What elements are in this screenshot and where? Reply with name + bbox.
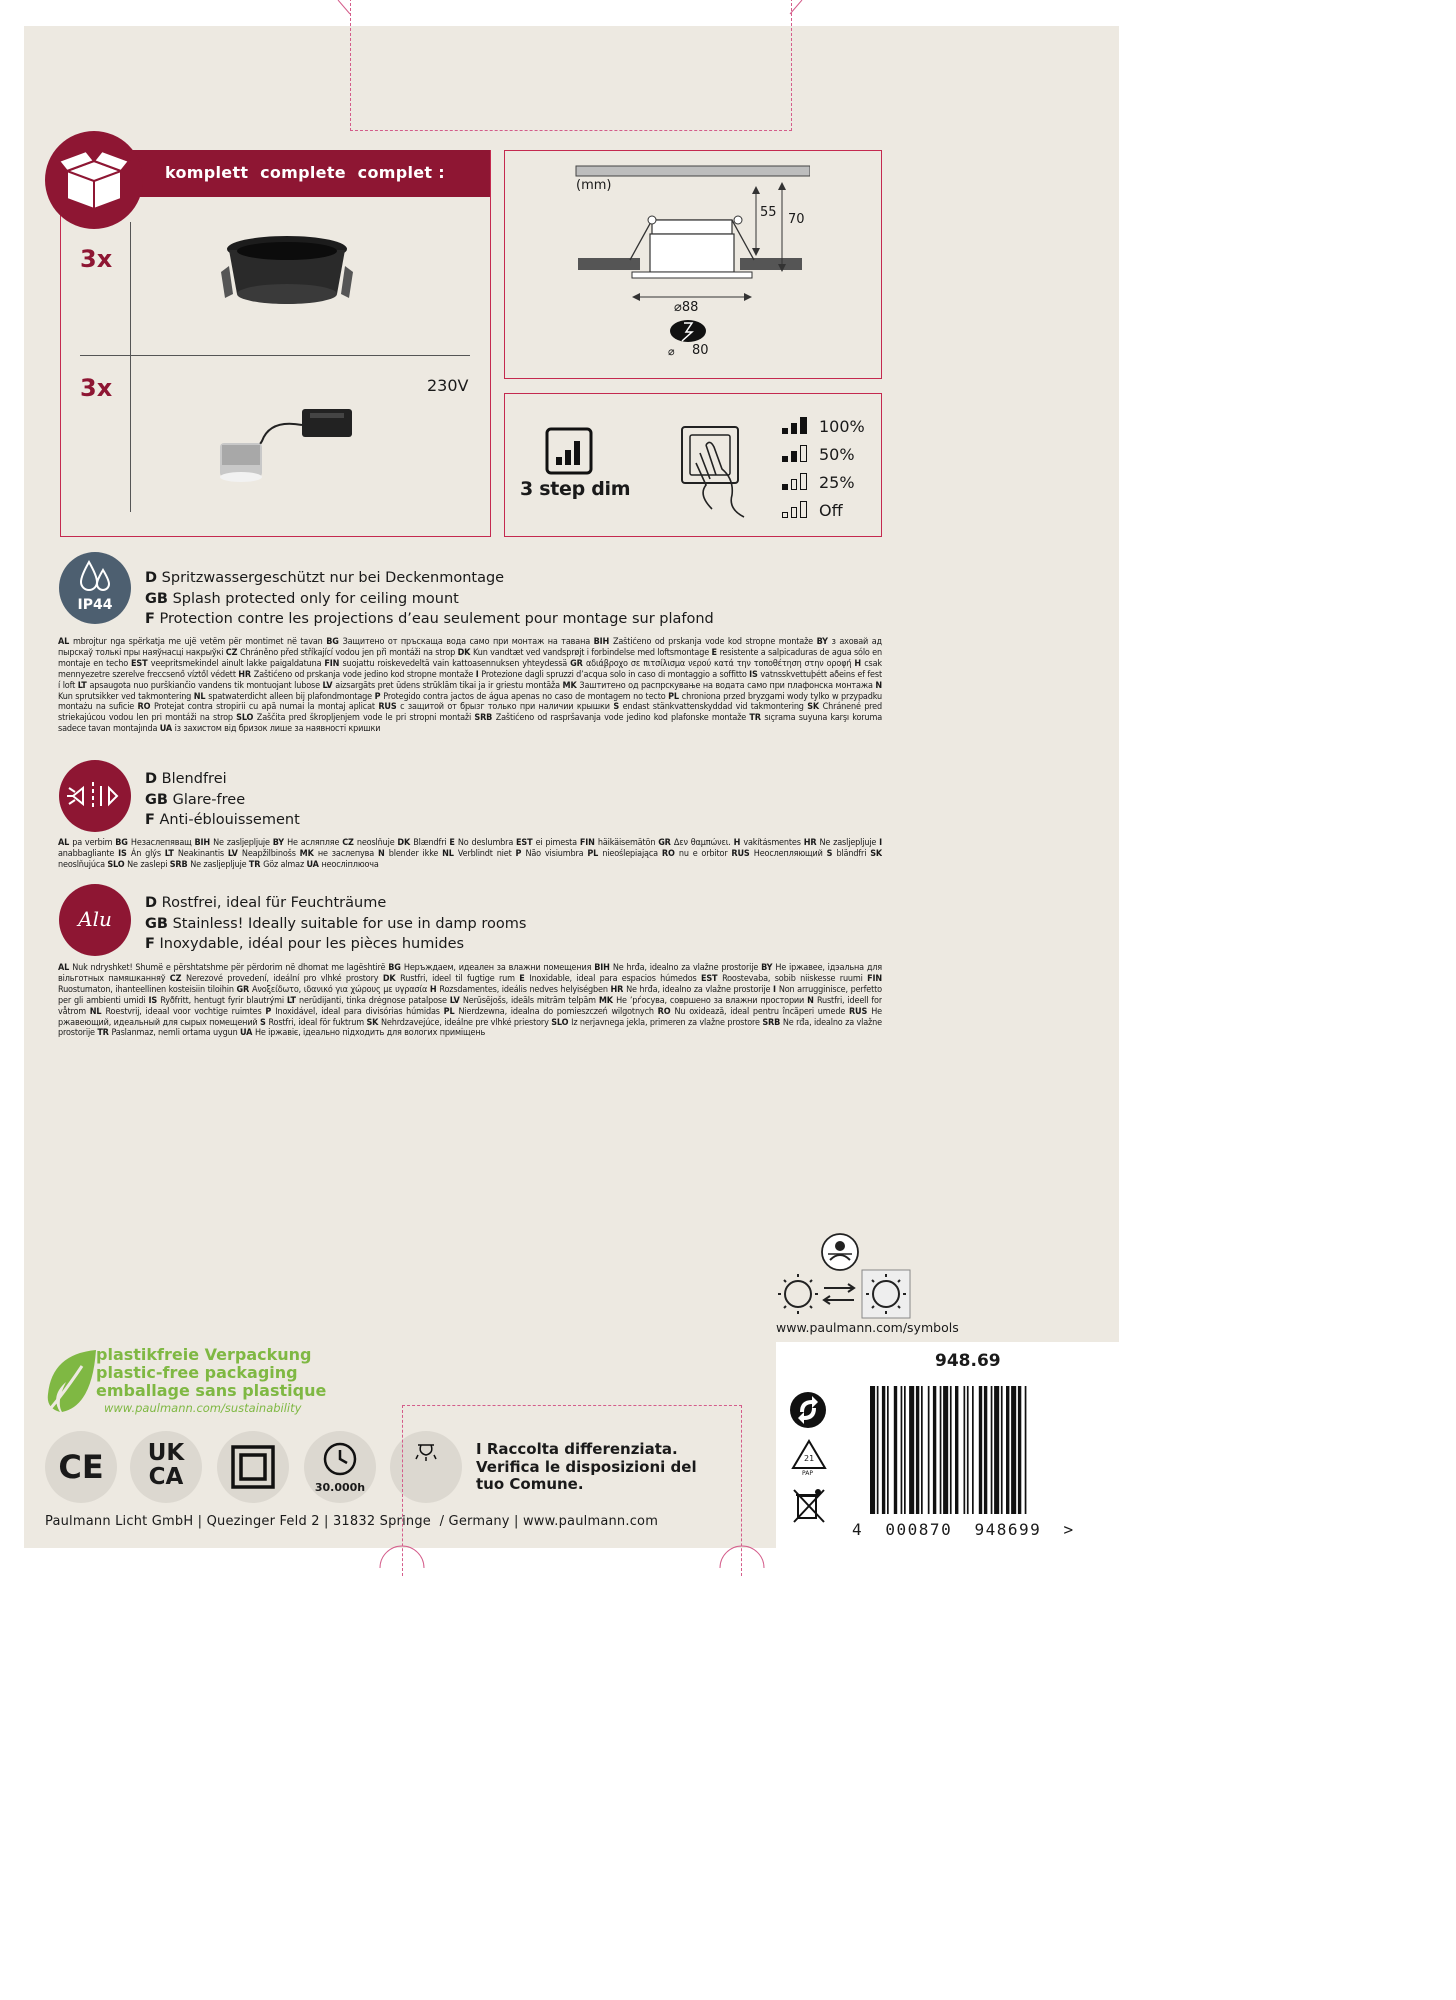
signal-two-bars-icon (781, 444, 813, 464)
language-code: BY (761, 963, 776, 973)
dim-label: 3 step dim (520, 478, 631, 500)
barcode-bar (1011, 1386, 1016, 1514)
translation-text: Blændfri (413, 838, 450, 848)
language-code: FIN (324, 658, 343, 669)
language-code: UA (159, 724, 175, 735)
dieline-top-corners (330, 0, 810, 20)
barcode-bar (894, 1386, 897, 1514)
glare-free-icon (59, 760, 131, 832)
language-code: P (265, 1006, 276, 1017)
language-code: LT (77, 680, 90, 691)
translation-text: Неослепляющий (753, 848, 827, 859)
unit-label: (mm) (576, 178, 612, 193)
barcode-bar (933, 1386, 936, 1514)
language-code: LV (322, 680, 336, 691)
barcode-bar (887, 1386, 889, 1514)
barcode-digits: 4 000870 948699 > (852, 1520, 1075, 1539)
translation-text: Nerūsējošs, ideāls mitrām telpām (462, 995, 599, 1006)
language-code: LT (164, 848, 178, 859)
translation-text: apsaugota nuo purškiančio vandens tik montuojant lubose (89, 680, 323, 691)
language-code: E (519, 973, 530, 984)
translation-text: aizsargāts pret ūdens strūklām tikai ja ir griestu montāža (335, 680, 563, 691)
language-code: RO (657, 1006, 675, 1017)
feature-glare-lines: D Blendfrei GB Glare-free F Anti-éblouissement (145, 771, 300, 828)
translation-text: Незаслепяващ (130, 838, 195, 848)
language-code: IS (118, 848, 131, 859)
language-code: BIH (593, 637, 613, 647)
language-code: MK (598, 995, 617, 1006)
translation-text: veepritsmekindel ainult lakke paigaldatuna (150, 658, 325, 669)
language-code: GR (658, 838, 674, 848)
item2-quantity: 3x (80, 374, 113, 402)
translation-text: nu e orbitor (678, 848, 732, 859)
language-code: S (826, 848, 837, 859)
feature-alu-lines: D Rostfrei, ideal für Feuchträume GB Stainless! Ideally suitable for use in damp rooms F Inoxydable, idéal pour les pièces humides (145, 895, 527, 952)
translation-text: с защитой от брызг только при наличии крышки (400, 702, 614, 713)
translation-text: bländfri (836, 848, 871, 859)
translation-text: neoslňujúca (58, 859, 108, 870)
translation-text: із захистом від бризок лише за наявності кришки (174, 724, 381, 735)
language-code: RUS (731, 848, 754, 859)
language-code: MK (299, 848, 318, 859)
translation-text: blender ikke (388, 848, 443, 859)
language-code: P (374, 691, 384, 702)
translation-text: pa verbim (72, 838, 116, 848)
translation-text: Zaščita pred škropljenjem vode le pri stropni montaži (256, 713, 475, 724)
language-code: AL (58, 838, 73, 848)
language-code: N (807, 995, 817, 1006)
language-code: FIN (867, 973, 882, 984)
translation-text: Ne hrđa, idealno za vlažne prostorije (612, 963, 762, 973)
translation-text: Δεν θαμπώνει. (673, 838, 734, 848)
signal-one-bar-icon (781, 472, 813, 492)
language-code: RO (137, 702, 155, 713)
language-code: BG (388, 963, 404, 973)
translation-text: Ruostumaton, ihanteellinen kosteisiin tiloihin (58, 984, 237, 995)
translation-text: chroniona przed bryzgami wody tylko w przypadku montażu na suficie (58, 691, 882, 713)
translation-text: Ne zasljepljuje (819, 838, 880, 848)
barcode-bar (909, 1386, 914, 1514)
diameter-88: ⌀88 (674, 300, 699, 315)
language-code: TR (97, 1028, 112, 1039)
translation-text: Ne zasljepljuje (190, 859, 249, 870)
language-code: PL (668, 691, 682, 702)
translation-text: Chránené pred striekajúcou vodou len pri montáži na strop (58, 702, 882, 724)
item1-quantity: 3x (80, 245, 113, 273)
language-code: UA (306, 859, 322, 870)
barcode-bar (955, 1386, 958, 1514)
translation-text: Paslanmaz, nemli ortama uygun (111, 1028, 241, 1039)
grid-hline (80, 355, 470, 356)
recycling-text: I Raccolta differenziata. Verifica le disposizioni del tuo Comune. (476, 1440, 697, 1493)
language-code: FIN (579, 838, 598, 848)
ip44-icon: IP44 (59, 552, 131, 624)
barcode-bar (1006, 1386, 1009, 1514)
pap-label: PAP (802, 1470, 813, 1477)
translation-text: nerūdijanti, tinka drėgnose patalpose (299, 995, 450, 1006)
dim-steps-icon (545, 427, 595, 477)
language-code: BY (816, 637, 832, 647)
barcode-bar (1025, 1386, 1027, 1514)
translation-text: Iz nerjavnega jekla, primeren za vlažne prostore (571, 1017, 763, 1028)
language-code: TR (248, 859, 264, 870)
translation-text: Protegido contra jactos de água apenas no caso de montagem no tecto (383, 691, 669, 702)
translation-text: Án glýs (130, 848, 165, 859)
translation-text: resistente a salpicaduras de agua sólo en montaje en techo (58, 647, 882, 669)
translation-text: неосліплюоча (321, 859, 379, 870)
translation-text: Protezione dagli spruzzi d’acqua solo in caso di montaggio a soffitto (481, 669, 750, 680)
grid-vline (130, 222, 131, 512)
lifetime-icon: 30.000h (304, 1431, 376, 1503)
translation-text: Nerezové provedení, ideální pro vlhké prostory (185, 973, 383, 984)
translation-text: Verblindt niet (457, 848, 516, 859)
language-code: PL (587, 848, 603, 859)
barcode-bar (979, 1386, 982, 1514)
recycling-arrows-icon (788, 1390, 828, 1430)
language-code: H (429, 984, 440, 995)
language-code: N (377, 848, 389, 859)
language-code: EST (131, 658, 151, 669)
height-70: 70 (788, 212, 805, 227)
barcode-bar (877, 1386, 879, 1514)
barcode-bar (972, 1386, 974, 1514)
pap-number: 21 (804, 1454, 815, 1463)
crossed-bin-icon (792, 1486, 826, 1526)
translation-text: Не іржавее, ідэальна для вільготных памяшканняў (58, 963, 882, 984)
translations-ip44 (58, 637, 882, 749)
language-code: SRB (762, 1017, 783, 1028)
language-code: SRB (169, 859, 191, 870)
translation-text: Rozsdamentes, ideális nedves helyiségben (439, 984, 611, 995)
translation-text: Rustfri, ideel til fugtige rum (400, 973, 520, 984)
barcode-bar (964, 1386, 966, 1514)
translation-text: Inoxidável, ideal para divisórias húmidas (275, 1006, 444, 1017)
translation-text: neoslňuje (356, 838, 398, 848)
translations-glare (58, 838, 882, 872)
language-code: SK (807, 702, 823, 713)
signal-empty-icon (781, 500, 813, 520)
translation-text: anabbagliante (58, 848, 119, 859)
language-code: DK (397, 838, 414, 848)
class-ii-icon (217, 1431, 289, 1503)
language-code: UA (240, 1028, 255, 1039)
translation-text: mbrojtur nga spërkatja me ujë vetëm për montimet në tavan (72, 637, 327, 647)
translation-text: Inoxidable, ideal para espacios húmedos (529, 973, 701, 984)
symbols-url[interactable]: www.paulmann.com/symbols (776, 1320, 959, 1335)
translation-text: Rustfri, ideell for våtrom (58, 995, 882, 1017)
language-code: NL (193, 691, 209, 702)
barcode-bar (994, 1386, 999, 1514)
barcode-bar (950, 1386, 952, 1514)
language-code: PL (443, 1006, 459, 1017)
box-icon (45, 131, 143, 229)
translation-text: Chráněno před stříkající vodou jen při montáži na strop (239, 647, 458, 658)
language-code: LT (286, 995, 300, 1006)
translation-text: Zaštićeno od prskanja vode kod stropne montaže (612, 637, 817, 647)
translation-text: ei pimesta (535, 838, 580, 848)
voltage-label: 230V (427, 376, 469, 395)
barcode-bar (940, 1386, 942, 1514)
language-code: I (879, 838, 882, 848)
translation-text: vatnsskvettuþétt aðeins ef fest í loft (58, 669, 882, 691)
translation-text: Kun sprutsikker ved takmontering (58, 691, 194, 702)
language-code: SRB (474, 713, 496, 724)
language-code: H (733, 838, 744, 848)
barcode-bar (916, 1386, 919, 1514)
leaf-icon (42, 1346, 100, 1418)
translation-text: Roostevaba, sobib niiskesse ruumi (722, 973, 868, 984)
language-code: SLO (551, 1017, 572, 1028)
translation-text: Neakinantis (177, 848, 228, 859)
translation-text: Rostfri, ideal för fuktrum (268, 1017, 367, 1028)
translation-text: Göz almaz (263, 859, 307, 870)
article-number: 948.69 (935, 1351, 1001, 1371)
language-code: AL (58, 637, 73, 647)
language-code: MK (562, 680, 580, 691)
barcode-bar (870, 1386, 875, 1514)
language-code: GR (236, 984, 252, 995)
translation-text: не заслепува (317, 848, 378, 859)
ukca-mark-icon: UK CA (130, 1431, 202, 1503)
signal-full-icon (781, 416, 813, 436)
language-code: S (260, 1017, 269, 1028)
language-code: S (613, 702, 623, 713)
barcode-bar (901, 1386, 903, 1514)
translation-text: Kun vandtæt ved vandsprøjt i forbindelse med loftsmontage (473, 647, 712, 658)
language-code: I (475, 669, 482, 680)
translation-text: csak mennyezetre szerelve freccsenő víztől védett (58, 658, 882, 680)
translation-text: Não visiumbra (525, 848, 588, 859)
translation-text: Не асляпляе (287, 838, 343, 848)
barcode-bar (967, 1386, 969, 1514)
translation-text: spatwaterdicht alleen bij plafondmontage (208, 691, 375, 702)
translation-text: Nu oxidează, ideal pentru încăperi umede (674, 1006, 849, 1017)
translation-text: Nierdzewna, idealna do pomieszczeń wilgotnych (458, 1006, 658, 1017)
translation-text: Nuk ndryshket! Shumë e përshtatshme për përdorim në dhomat me lagështirë (72, 963, 389, 973)
translation-text: Ne hrđa, idealno za vlažne prostorije (626, 984, 774, 995)
language-code: SK (870, 848, 882, 859)
barcode-bar (1018, 1386, 1021, 1514)
language-code: LV (449, 995, 463, 1006)
translation-text: Не ’рѓосува, совршено за влажни простории (616, 995, 808, 1006)
translation-text: Ne rđa, idealno za vlažne prostorije (58, 1017, 882, 1039)
language-code: TR (749, 713, 765, 724)
barcode (866, 1386, 1080, 1516)
barcode-bar (921, 1386, 923, 1514)
barcode-bar (984, 1386, 987, 1514)
translation-text: Неръждаем, идеален за влажни помещения (403, 963, 595, 973)
language-code: NL (442, 848, 458, 859)
height-55: 55 (760, 205, 777, 220)
aluminium-icon: Alu (59, 884, 131, 956)
language-code: IS (148, 995, 161, 1006)
plastic-free-text: plastikfreie Verpackung plastic-free packaging emballage sans plastique (96, 1345, 327, 1400)
language-code: HR (803, 838, 820, 848)
translation-text: häikäisemätön (597, 838, 659, 848)
translation-text: αδιάβροχο σε πιτσίλισμα νερού κατά την τοποθέτηση στην οροφή (585, 658, 855, 669)
dimension-diagram (570, 160, 810, 360)
lamp-replacement-symbols (774, 1232, 914, 1322)
language-code: NL (89, 1006, 106, 1017)
cutout-80: 80 (692, 343, 709, 358)
sustainability-url[interactable]: www.paulmann.com/sustainability (104, 1401, 302, 1415)
barcode-bar (928, 1386, 930, 1514)
translations-alu (58, 963, 882, 1053)
barcode-bar (943, 1386, 948, 1514)
translation-text: nieoślepiająca (602, 848, 662, 859)
translation-text: Neapžilbinošs (241, 848, 300, 859)
downlight-image (215, 232, 360, 312)
translation-text: Ne zasljepljuje (213, 838, 273, 848)
barcode-bar (1001, 1386, 1003, 1514)
translation-text: suojattu roiskevedeltä vain kattoasennuksen yhteydessä (342, 658, 571, 669)
language-code: RUS (848, 1006, 872, 1017)
language-code: LV (227, 848, 242, 859)
translation-text: Nehrdzavejúce, ideálne pre vlhké priestory (380, 1017, 552, 1028)
language-code: H (854, 658, 865, 669)
company-footer: Paulmann Licht GmbH | Quezinger Feld 2 | 31832 Springe / Germany | www.paulmann.com (45, 1514, 659, 1529)
translation-text: Ανοξείδωτο, ιδανικό για χώρους με υγρασία (251, 984, 430, 995)
dieline-bottom-circles (372, 1540, 772, 1568)
language-code: BY (272, 838, 288, 848)
translation-text: sıçrama suyuna karşı koruma sadece tavan montajında (58, 713, 882, 735)
language-code: CZ (169, 973, 186, 984)
translation-text: Заштитено од распрскување на водата само при плафонска монтажа (579, 680, 876, 691)
language-code: SLO (236, 713, 257, 724)
language-code: DK (457, 647, 473, 658)
led-module-image (210, 405, 360, 490)
translation-text: Zaštićeno od raspršavanja vode jedino kod plafonske montaže (495, 713, 750, 724)
language-code: DK (382, 973, 401, 984)
ce-mark-icon: CE (45, 1431, 117, 1503)
translation-text: Roestvrij, ideaal voor vochtige ruimtes (105, 1006, 266, 1017)
language-code: BIH (194, 838, 214, 848)
translation-text: endast stänkvattenskyddad vid takmontering (622, 702, 808, 713)
language-code: BG (326, 637, 343, 647)
language-code: BIH (594, 963, 613, 973)
language-code: EST (516, 838, 536, 848)
translation-text: Не іржавіє, ідеально підходить для вологих приміщень (254, 1028, 486, 1039)
feature-ip44-lines: D Spritzwassergeschützt nur bei Deckenmontage GB Splash protected only for ceiling mount F Protection contre les projections d’eau seulement pour montage sur plafond (145, 570, 714, 627)
translation-text: Non arrugginisce, perfetto per gli ambienti umidi (58, 984, 882, 1006)
language-code: GR (570, 658, 586, 669)
cutout-prefix: ⌀ (668, 345, 675, 358)
language-code: BG (115, 838, 131, 848)
translation-text: з аховай ад пырскаў толькі пры наяўнасці накрыўкі (58, 637, 882, 658)
contents-header: komplett complete complet : (165, 163, 445, 182)
language-code: N (875, 680, 882, 691)
translation-text: vakításmentes (743, 838, 804, 848)
language-code: E (449, 838, 458, 848)
language-code: CZ (342, 838, 357, 848)
translation-text: Защитено от пръскаща вода само при монтаж на тавана (342, 637, 594, 647)
language-code: I (773, 984, 779, 995)
translation-text: Ryðfritt, hentugt fyrir blautrými (160, 995, 287, 1006)
language-code: IS (749, 669, 761, 680)
language-code: RUS (378, 702, 401, 713)
contents-header-bar (130, 150, 490, 197)
barcode-bar (904, 1386, 906, 1514)
wall-switch-hand-icon (678, 423, 754, 521)
language-code: SK (366, 1017, 381, 1028)
language-code: E (711, 647, 720, 658)
language-code: HR (610, 984, 627, 995)
language-code: AL (58, 963, 73, 973)
barcode-bar (991, 1386, 993, 1514)
translation-text: Ne zaslepi (127, 859, 170, 870)
translation-text: Не ржавеющий, идеальный для сырых помещений (58, 1006, 882, 1028)
language-code: HR (238, 669, 254, 680)
translation-text: Zaštićeno od prskanja vode jedino kod stropne montaže (253, 669, 476, 680)
language-code: P (515, 848, 526, 859)
barcode-bar (882, 1386, 885, 1514)
language-code: EST (700, 973, 723, 984)
language-code: SLO (107, 859, 128, 870)
translation-text: No deslumbra (457, 838, 517, 848)
language-code: RO (661, 848, 679, 859)
language-code: CZ (225, 647, 240, 658)
translation-text: Protejat contra stropirii cu apă numai la montaj aplicat (154, 702, 379, 713)
